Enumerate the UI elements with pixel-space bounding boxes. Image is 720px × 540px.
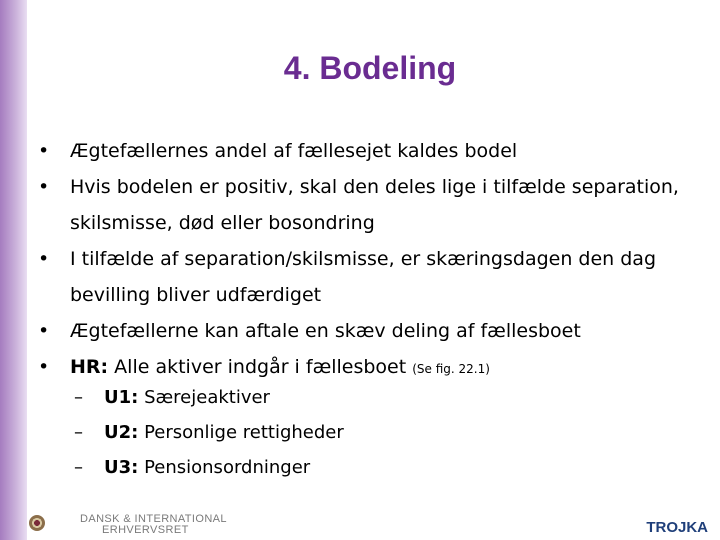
- sub-bullet-list: [74, 380, 344, 485]
- sub-bullet-item: [74, 450, 344, 485]
- slide-footer: [0, 510, 720, 540]
- publisher-logo: [80, 514, 227, 536]
- dash-icon: –: [74, 422, 83, 443]
- dash-icon: –: [74, 387, 83, 408]
- publisher-line-1: DANSK & INTERNATIONAL: [80, 513, 227, 525]
- brand-logo: TROJKA: [646, 519, 708, 536]
- dash-icon: –: [74, 457, 83, 478]
- sub-bullet-item: [74, 380, 344, 415]
- bullet-text: I tilfælde af separation/skilsmisse, er skæringsdagen den dag bevilling bliver udfærdiget: [70, 248, 657, 306]
- bullet-item: [38, 241, 688, 313]
- sub-bullet-text: Personlige rettigheder: [138, 422, 344, 443]
- bullet-dot-icon: •: [38, 248, 50, 270]
- bullet-list: [38, 133, 688, 387]
- bullet-dot-icon: •: [38, 176, 50, 198]
- bullet-dot-icon: •: [38, 356, 50, 378]
- bullet-dot-icon: •: [38, 320, 50, 342]
- sub-bullet-label: U1:: [104, 387, 139, 408]
- bullet-item: [38, 133, 688, 169]
- bullet-item: [38, 169, 688, 241]
- sub-bullet-text: Særejeaktiver: [138, 387, 270, 408]
- bullet-text: Ægtefællernes andel af fællesejet kaldes bodel: [70, 140, 518, 162]
- bullet-dot-icon: •: [38, 140, 50, 162]
- seal-logo-icon: [29, 515, 45, 531]
- sub-bullet-text: Pensionsordninger: [138, 457, 311, 478]
- bullet-label: HR:: [70, 356, 109, 378]
- slide-title: 4. Bodeling: [283, 50, 457, 86]
- bullet-text: Ægtefællerne kan aftale en skæv deling af fællesboet: [70, 320, 581, 342]
- sub-bullet-label: U2:: [104, 422, 139, 443]
- sub-bullet-label: U3:: [104, 457, 139, 478]
- bullet-text: Hvis bodelen er positiv, skal den deles lige i tilfælde separation, skilsmisse, død eller bosondring: [70, 176, 679, 234]
- bullet-text: Alle aktiver indgår i fællesboet: [108, 356, 413, 378]
- sub-bullet-item: [74, 415, 344, 450]
- figure-reference: (Se fig. 22.1): [412, 362, 490, 376]
- publisher-line-2: ERHVERVSRET: [102, 524, 189, 536]
- bullet-item: [38, 313, 688, 349]
